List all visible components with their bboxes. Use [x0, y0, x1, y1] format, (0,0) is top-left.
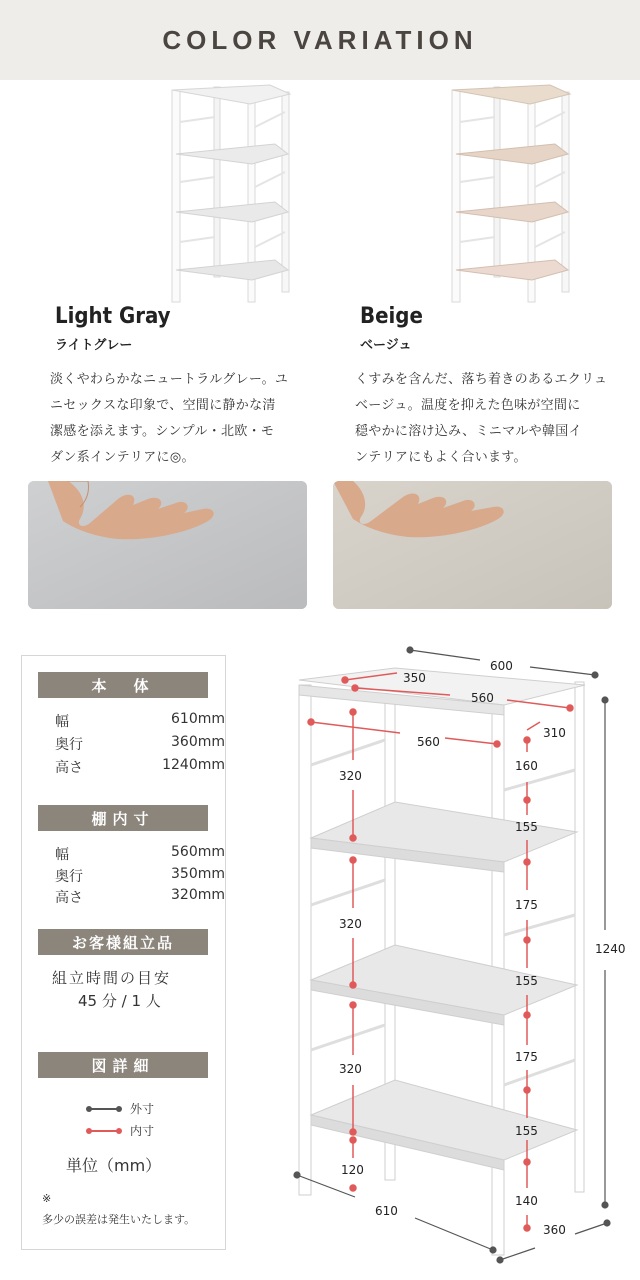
dim-label-top-width: 600	[490, 659, 513, 673]
tolerance-note: 多少の誤差は発生いたします。	[42, 1213, 196, 1226]
spec-key: 高さ	[55, 760, 83, 776]
inner-dim-dot	[524, 859, 530, 865]
inner-dim-line	[507, 700, 570, 708]
inner-dim-dot	[342, 677, 348, 683]
inner-dim-dot	[350, 982, 356, 988]
inner-dim-dot	[352, 685, 358, 691]
dim-line	[530, 667, 595, 675]
desc-line: ニセックスな印象で、空間に静かな清	[50, 398, 276, 413]
dim-label-shelf-gap: 320	[339, 769, 362, 783]
dim-label-inner-width-top: 560	[471, 691, 494, 705]
desc-line: ベージュ。温度を抑えた色味が空間に	[355, 398, 581, 413]
spec-key: 高さ	[55, 890, 83, 906]
color-variation-banner	[0, 0, 640, 80]
dim-label-depth-side: 310	[543, 726, 566, 740]
dim-line	[415, 1218, 493, 1250]
dim-dot	[592, 672, 598, 678]
dim-label-shelf-gap: 320	[339, 917, 362, 931]
brace	[311, 740, 385, 765]
spec-row	[55, 711, 225, 731]
dim-dot	[407, 647, 413, 653]
inner-dim-dot	[308, 719, 314, 725]
dim-dot	[602, 697, 608, 703]
desc-line: くすみを含んだ、落ち着きのあるエクリュ	[355, 372, 608, 387]
dim-dot	[602, 1202, 608, 1208]
dim-label-bottom-width: 610	[375, 1204, 398, 1218]
beige-texture-photo	[333, 481, 612, 609]
frame-post	[299, 685, 311, 1195]
inner-dim-dot	[524, 1159, 530, 1165]
dim-label-side: 160	[515, 759, 538, 773]
inner-dim-dot	[350, 1185, 356, 1191]
dim-label-bottom-depth: 360	[543, 1223, 566, 1237]
inner-dim-dot	[350, 1002, 356, 1008]
dim-label-inner-depth-top: 350	[403, 671, 426, 685]
inner-dim-dot	[524, 797, 530, 803]
spec-row	[55, 887, 225, 907]
banner-title: COLOR VARIATION	[162, 24, 478, 55]
dim-label-side: 155	[515, 1124, 538, 1138]
beige-name: Beige	[360, 304, 423, 329]
spec-row	[55, 734, 225, 754]
dim-line	[575, 1223, 607, 1234]
spec-row	[55, 866, 225, 886]
inner-dim-dot	[494, 741, 500, 747]
dim-label-total-height: 1240	[595, 942, 626, 956]
dim-dot	[490, 1247, 496, 1253]
hand-image	[333, 481, 612, 609]
shelf-spec-header: 棚内寸	[38, 805, 208, 831]
spec-value: 320mm	[171, 887, 225, 903]
desc-line: 潔感を添えます。シンプル・北欧・モ	[50, 424, 275, 439]
spec-value: 1240mm	[162, 757, 225, 773]
inner-dim-dot	[524, 1225, 530, 1231]
beige-description	[355, 367, 607, 471]
light-gray-name: Light Gray	[55, 304, 171, 329]
inner-dim-line	[527, 722, 540, 730]
inner-dim-dot	[350, 835, 356, 841]
spec-value: 610mm	[171, 711, 225, 727]
dim-label-side: 140	[515, 1194, 538, 1208]
desc-line: 穏やかに溶け込み、ミニマルや韓国イ	[355, 424, 582, 439]
dim-line	[500, 1248, 535, 1260]
spec-row	[55, 757, 225, 777]
dim-label-side: 175	[515, 898, 538, 912]
inner-dim-dot	[567, 705, 573, 711]
dim-label-side: 155	[515, 974, 538, 988]
dim-label-side: 175	[515, 1050, 538, 1064]
inner-dot	[116, 1128, 122, 1134]
light-gray-texture-photo	[28, 481, 307, 609]
spec-key: 奥行	[55, 737, 83, 753]
inner-dot	[86, 1128, 92, 1134]
note-mark: ※	[42, 1192, 52, 1205]
inner-dim-dot	[350, 1137, 356, 1143]
dim-label-side: 155	[515, 820, 538, 834]
dim-label-shelf-gap: 320	[339, 1062, 362, 1076]
spec-row	[55, 844, 225, 864]
brace	[311, 1025, 385, 1050]
body-spec-header: 本 体	[38, 672, 208, 698]
inner-legend-label: 内寸	[130, 1124, 155, 1138]
desc-line: ンテリアにもよく合います。	[355, 450, 527, 465]
dim-dot	[497, 1257, 503, 1263]
dim-label-leg-height: 120	[341, 1163, 364, 1177]
beige-shelf-image	[440, 82, 580, 307]
beige-name-ja: ベージュ	[360, 338, 412, 353]
shelf-dimension-diagram	[285, 640, 630, 1265]
light-gray-description	[50, 367, 288, 471]
outer-dot	[116, 1106, 122, 1112]
assembly-header: お客様組立品	[38, 929, 208, 955]
brace	[311, 880, 385, 905]
inner-dim-dot	[524, 1012, 530, 1018]
spec-value: 560mm	[171, 844, 225, 860]
outer-dot	[86, 1106, 92, 1112]
frame-post	[575, 682, 584, 1192]
desc-line: ダン系インテリアに◎。	[50, 450, 195, 465]
assembly-time-label: 組立時間の目安	[52, 969, 172, 987]
spec-key: 奥行	[55, 869, 83, 885]
inner-dim-dot	[524, 737, 530, 743]
inner-dim-dot	[524, 937, 530, 943]
spec-key: 幅	[55, 714, 69, 730]
brace	[504, 770, 575, 790]
detail-header: 図詳細	[38, 1052, 208, 1078]
spec-value: 360mm	[171, 734, 225, 750]
inner-dim-dot	[350, 709, 356, 715]
light-gray-name-ja: ライトグレー	[55, 338, 133, 353]
hand-image	[28, 481, 307, 609]
outer-legend-label: 外寸	[130, 1102, 155, 1116]
dim-dot	[294, 1172, 300, 1178]
spec-key: 幅	[55, 847, 69, 863]
dim-dot	[604, 1220, 610, 1226]
inner-dim-line	[445, 738, 497, 744]
desc-line: 淡くやわらかなニュートラルグレー。ユ	[50, 372, 289, 387]
inner-dim-dot	[350, 857, 356, 863]
assembly-time-value: 45 分 / 1 人	[78, 992, 161, 1010]
unit-label: 単位（mm）	[66, 1156, 162, 1175]
brace	[504, 915, 575, 935]
light-gray-shelf-image	[160, 82, 300, 307]
inner-dim-dot	[350, 1129, 356, 1135]
dim-line	[410, 650, 480, 660]
spec-value: 350mm	[171, 866, 225, 882]
inner-dim-dot	[524, 1087, 530, 1093]
dim-label-inner-width-front: 560	[417, 735, 440, 749]
